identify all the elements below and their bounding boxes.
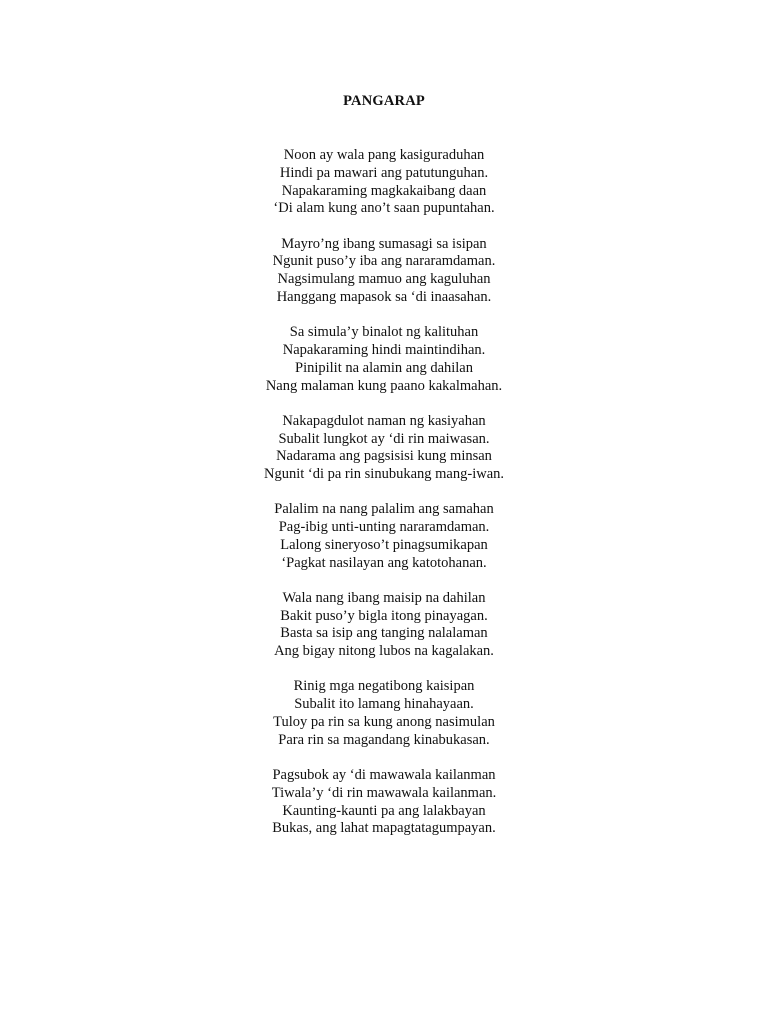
poem-line: Lalong sineryoso’t pinagsumikapan [280,536,488,553]
poem-line: Tiwala’y ‘di rin mawawala kailanman. [271,784,497,801]
poem-line: Rinig mga negatibong kaisipan [293,678,475,695]
poem-line: Palalim na nang palalim ang samahan [274,501,494,518]
poem-title: PANGARAP [343,93,425,109]
poem-line: ‘Pagkat nasilayan ang katotohanan. [281,554,487,571]
poem-line: Para rin sa magandang kinabukasan. [278,731,490,748]
stanza-7 [0,678,768,749]
stanza-4 [0,413,768,484]
poem-line: ‘Di alam kung ano’t saan pupuntahan. [273,200,495,217]
poem-line: Napakaraming hindi maintindihan. [282,341,486,358]
poem-line: Subalit lungkot ay ‘di rin maiwasan. [278,430,490,447]
poem-line: Kaunting-kaunti pa ang lalakbayan [282,802,486,819]
poem-line: Nadarama ang pagsisisi kung minsan [276,448,492,465]
poem-line: Hanggang mapasok sa ‘di inaasahan. [276,288,492,305]
poem-line: Bakit puso’y bigla itong pinayagan. [280,607,488,624]
poem-line: Napakaraming magkakaibang daan [281,182,487,199]
poem-line: Ngunit ‘di pa rin sinubukang mang-iwan. [263,466,504,483]
stanza-2 [0,236,768,307]
poem-line: Ngunit puso’y iba ang nararamdaman. [272,253,496,270]
poem-line: Nagsimulang mamuo ang kaguluhan [277,271,491,288]
poem-line: Noon ay wala pang kasiguraduhan [283,147,485,163]
poem-line: Ang bigay nitong lubos na kagalakan. [274,643,494,660]
poem-line: Subalit ito lamang hinahayaan. [294,696,474,713]
poem-line: Pinipilit na alamin ang dahilan [295,359,473,376]
poem-line: Nang malaman kung paano kakalmahan. [265,377,503,394]
stanza-5 [0,501,768,572]
stanza-8 [0,767,768,838]
stanza-6 [0,590,768,661]
poem-line: Nakapagdulot naman ng kasiyahan [282,412,486,429]
poem-line: Tuloy pa rin sa kung anong nasimulan [273,714,495,731]
poem-line: Bukas, ang lahat mapagtatagumpayan. [272,820,496,837]
poem-line: Pag-ibig unti-unting nararamdaman. [278,519,490,536]
poem-line: Hindi pa mawari ang patutunguhan. [279,164,489,181]
poem-line: Pagsubok ay ‘di mawawala kailanman [272,767,496,784]
poem-body [0,147,768,856]
poem-line: Mayro’ng ibang sumasagi sa isipan [281,235,487,252]
poem-line: Sa simula’y binalot ng kalituhan [289,324,479,341]
stanza-3 [0,324,768,395]
poem-line: Wala nang ibang maisip na dahilan [282,589,486,606]
poem-line: Basta sa isip ang tanging nalalaman [280,625,488,642]
stanza-1 [0,147,768,218]
